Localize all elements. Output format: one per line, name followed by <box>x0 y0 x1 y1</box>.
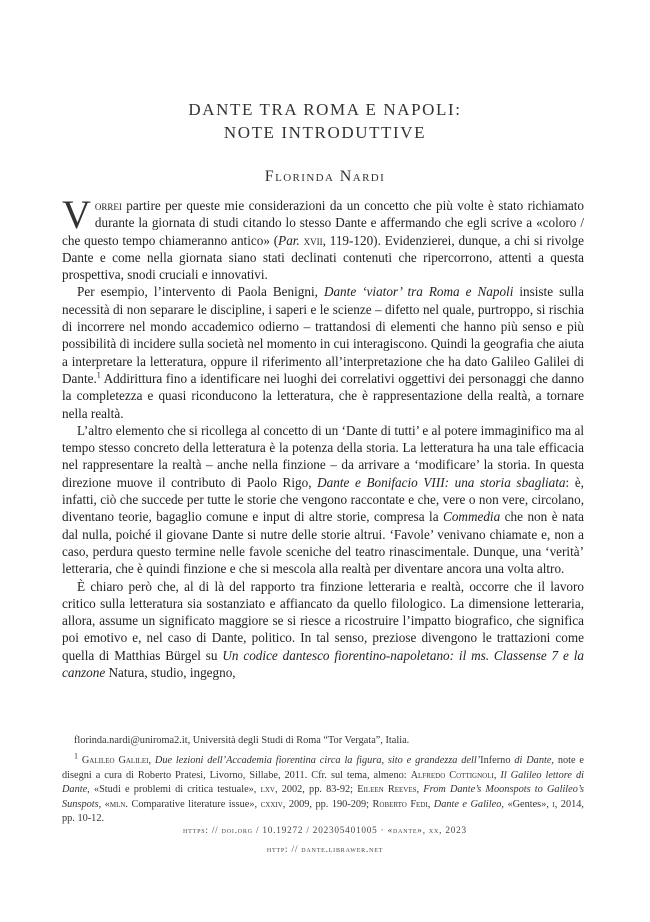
paragraph-1: Vorrei partire per queste mie considerazioni da un concetto che più volte è stato richiamato durante la giornata di studi citando lo stesso Dante e affermando che egli scrive a «coloro / che questo tempo chiameranno antico» (Par. xvii, 119-120). Evidenzierei, dunque, a chi si rivolge Dante e come nella giornata siano stati declinati contenuti che ripercorrono, attenti a questa prospettiva, snodi cruciali e innovativi. <box>62 192 584 283</box>
footnotes <box>62 734 584 826</box>
article-body <box>62 192 584 681</box>
article-title <box>0 98 650 144</box>
footnote-1: $^1$ Galileo Galilei, Due lezioni dell’Accademia fiorentina circa la figura, sito e grandezza dell’Inferno di Dante, note e disegni a cura di Roberto Pratesi, Livorno, Sillabe, 2011. Cfr. sul tema, almeno: Alfredo Cottignoli, Il Galileo lettore di Dante, «Studi e problemi di critica testuale», lxv, 2002, pp. 83-92; Eileen Reeves, From Dante’s Moonspots to Galileo’s Sunspots, «mln. Comparative literature issue», cxxiv, 2009, pp. 190-209; Roberto Fedi, Dante e Galileo, «Gentes», i, 2014, pp. 10-12. <box>62 751 585 825</box>
title-line-2: NOTE INTRODUTTIVE <box>223 123 427 142</box>
drop-cap: V <box>62 192 91 237</box>
author-name: Florinda Nardi <box>264 168 386 185</box>
paragraph-3: L’altro elemento che si ricollega al concetto di un ‘Dante di tutti’ e al potere immaginifico ma al tempo stesso concreto della letteratura è la potenza della storia. La letteratura ha una tale efficacia nel rappresentare la realtà – anche nella finzione – da arrivare a ‘modificare’ la storia. In questa direzione muove il contributo di Paolo Rigo, Dante e Bonifacio VIII: una storia sbagliata: è, infatti, ciò che succede per tutte le storie che vengono raccontate e che, vere o non vere, circolano, diventano teorie, bagaglio comune e input di altre storie, compresa la Commedia che non è nata dal nulla, poiché il giovane Dante si nutre delle storie altrui. ‘Favole’ venivano chiamate e, non a caso, perdura questo termine nelle favole sceniche del teatro rinascimentale. Dunque, una ‘verità’ letteraria, che è quindi finzione e che si mescola alla realtà per diventare ancora una volta altro. <box>62 422 584 577</box>
paragraph-2: Per esempio, l’intervento di Paola Benigni, Dante ‘viator’ tra Roma e Napoli insiste sulla necessità di non separare le discipline, i saperi e le scienze – difetto nel quale, purtroppo, si rischia di incorrere nel mondo accademico odierno – trattandosi di elementi che hanno più senso e più possibilità di incidere sulla società nel momento in cui interagiscono. Quindi la geografia che aiuta a interpretare la letteratura, oppure il riferimento all’interpretazione che ha dato Galileo Galilei di Dante.$^1$ Addirittura fino a identificare nei luoghi dei correlativi oggettivi dei personaggi che danno la completezza e quasi riconducono la letteratura, che è rappresentazione della realtà, a tornare nella realtà. <box>62 284 584 421</box>
paragraph-4: È chiaro però che, al di là del rapporto tra finzione letteraria e realtà, occorre che il lavoro critico sulla letteratura sia sostanziato e affiancato da quello filologico. La dimensione letteraria, allora, assume un significato maggiore se si riesce a ricostruire l’impatto biografico, che significa poi emotivo e, nel caso di Dante, politico. In tal senso, preziose divengono le trattazioni come quella di Matthias Bürgel su Un codice dantesco fiorentino-napoletano: il ms. Classense 7 e la canzone Natura, studio, ingegno, <box>62 578 584 681</box>
title-line-1: DANTE TRA ROMA E NAPOLI: <box>188 100 462 119</box>
footer-doi[interactable]: https: // doi.org / 10.19272 / 202305401005 · «dante», xx, 2023 <box>183 825 467 835</box>
author-affiliation-note: florinda.nardi@uniroma2.it, Università degli Studi di Roma “Tor Vergata”, Italia. <box>74 735 410 746</box>
footnote-ref-1[interactable]: 1 <box>96 370 101 380</box>
footer-url[interactable]: http: // dante.librawer.net <box>266 844 384 854</box>
